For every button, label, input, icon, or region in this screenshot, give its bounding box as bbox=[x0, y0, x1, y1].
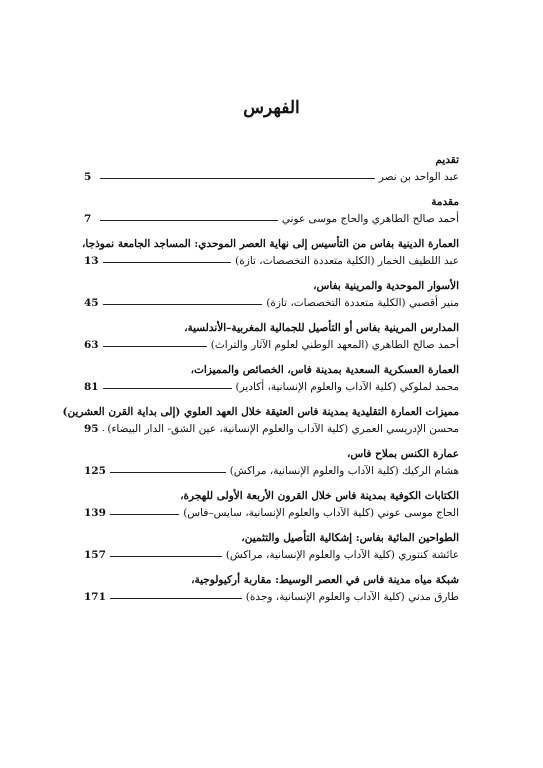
toc-entry bbox=[62, 404, 459, 438]
toc-entry bbox=[84, 572, 459, 606]
entry-page-number: 95 bbox=[84, 423, 99, 435]
entry-title: الكتابات الكوفية بمدينة فاس خلال القرون الأربعة الأولى للهجرة، bbox=[180, 490, 459, 502]
dotted-leader bbox=[103, 379, 232, 389]
entry-page-number: 139 bbox=[84, 507, 106, 519]
toc-entry bbox=[84, 530, 459, 564]
entry-page-number: 157 bbox=[84, 549, 106, 561]
entry-title: المدارس المرينية بفاس أو التأصيل للجمالية المغربية–الأندلسية، bbox=[184, 322, 459, 334]
entry-title: العمارة الدينية بفاس من التأسيس إلى نهاية العصر الموحدي: المساجد الجامعة نموذجا، bbox=[82, 238, 459, 250]
entry-line bbox=[84, 253, 459, 270]
dotted-leader bbox=[103, 295, 263, 305]
entry-line bbox=[84, 589, 459, 606]
entry-page-number: 125 bbox=[84, 465, 106, 477]
toc-list bbox=[62, 152, 459, 614]
toc-entry bbox=[84, 278, 459, 312]
entry-title: الأسوار الموحدية والمرينية بفاس، bbox=[313, 280, 459, 292]
entry-page-number: 81 bbox=[84, 381, 99, 393]
entry-author: عبد اللطيف الخمار (الكلية متعددة التخصصات، تازة) bbox=[235, 255, 459, 267]
dotted-leader bbox=[103, 253, 232, 263]
entry-title: تقديم bbox=[435, 154, 459, 166]
dotted-leader bbox=[110, 505, 179, 515]
entry-line bbox=[84, 211, 459, 228]
entry-line bbox=[84, 295, 459, 312]
entry-line bbox=[84, 379, 459, 396]
entry-page-number: 13 bbox=[84, 255, 99, 267]
entry-page-number: 7 bbox=[84, 213, 92, 225]
entry-author: هشام الركيك (كلية الآداب والعلوم الإنسانية، مراكش) bbox=[229, 465, 459, 477]
entry-author: عائشة كنتوري (كلية الآداب والعلوم الإنسانية، مراكش) bbox=[225, 549, 459, 561]
entry-line bbox=[84, 463, 459, 480]
entry-title: شبكة مياه مدينة فاس في العصر الوسيط: مقاربة أركيولوجية، bbox=[191, 574, 459, 586]
entry-page-number: 63 bbox=[84, 339, 99, 351]
dotted-leader bbox=[110, 463, 226, 473]
toc-entry bbox=[84, 194, 459, 228]
entry-author: أحمد صالح الطاهري (المعهد الوطني لعلوم الآثار والتراث) bbox=[210, 339, 459, 351]
entry-author: الحاج موسى عوني (كلية الآداب والعلوم الإنسانية، سايس–فاس) bbox=[183, 507, 459, 519]
toc-entry bbox=[84, 362, 459, 396]
entry-page-number: 171 bbox=[84, 591, 106, 603]
entry-page-number: 45 bbox=[84, 297, 99, 309]
entry-title: الطواحين المائية بفاس: إشكالية التأصيل والتثمين، bbox=[241, 532, 459, 544]
entry-title: عمارة الكنس بملاح فاس، bbox=[346, 448, 459, 460]
entry-line bbox=[84, 505, 459, 522]
dotted-leader bbox=[100, 211, 278, 221]
entry-title: العمارة العسكرية السعدية بمدينة فاس، الخصائص والمميزات، bbox=[190, 364, 459, 376]
toc-entry bbox=[84, 236, 459, 270]
toc-entry bbox=[84, 488, 459, 522]
dotted-leader bbox=[110, 589, 242, 599]
entry-title: مميزات العمارة التقليدية بمدينة فاس العتيقة خلال العهد العلوي (إلى بداية القرن العشرين) bbox=[62, 406, 459, 418]
entry-author: أحمد صالح الطاهري والحاج موسى عوني bbox=[281, 213, 459, 225]
entry-author: محسن الإدريسي العمري (كلية الآداب والعلوم الإنسانية، عين الشق- الدار البيضاء) bbox=[107, 423, 459, 435]
entry-author: عبد الواحد بن نصر bbox=[378, 171, 459, 183]
entry-title: مقدمة bbox=[431, 196, 459, 208]
toc-entry bbox=[84, 152, 459, 186]
entry-line bbox=[84, 547, 459, 564]
entry-author: منير أقصبي (الكلية متعددة التخصصات، تازة) bbox=[266, 297, 459, 309]
entry-line bbox=[84, 169, 459, 186]
entry-line bbox=[84, 337, 459, 354]
entry-author: طارق مدني (كلية الآداب والعلوم الإنسانية، وجدة) bbox=[245, 591, 459, 603]
dotted-leader bbox=[100, 169, 375, 179]
entry-page-number: 5 bbox=[84, 171, 92, 183]
dotted-leader bbox=[103, 421, 104, 431]
dotted-leader bbox=[110, 547, 222, 557]
dotted-leader bbox=[103, 337, 207, 347]
toc-entry bbox=[84, 446, 459, 480]
toc-heading: الفهرس bbox=[243, 98, 300, 118]
entry-line bbox=[84, 421, 459, 438]
toc-entry bbox=[84, 320, 459, 354]
entry-author: محمد لملوكي (كلية الآداب والعلوم الإنسانية، أكادير) bbox=[235, 381, 459, 393]
